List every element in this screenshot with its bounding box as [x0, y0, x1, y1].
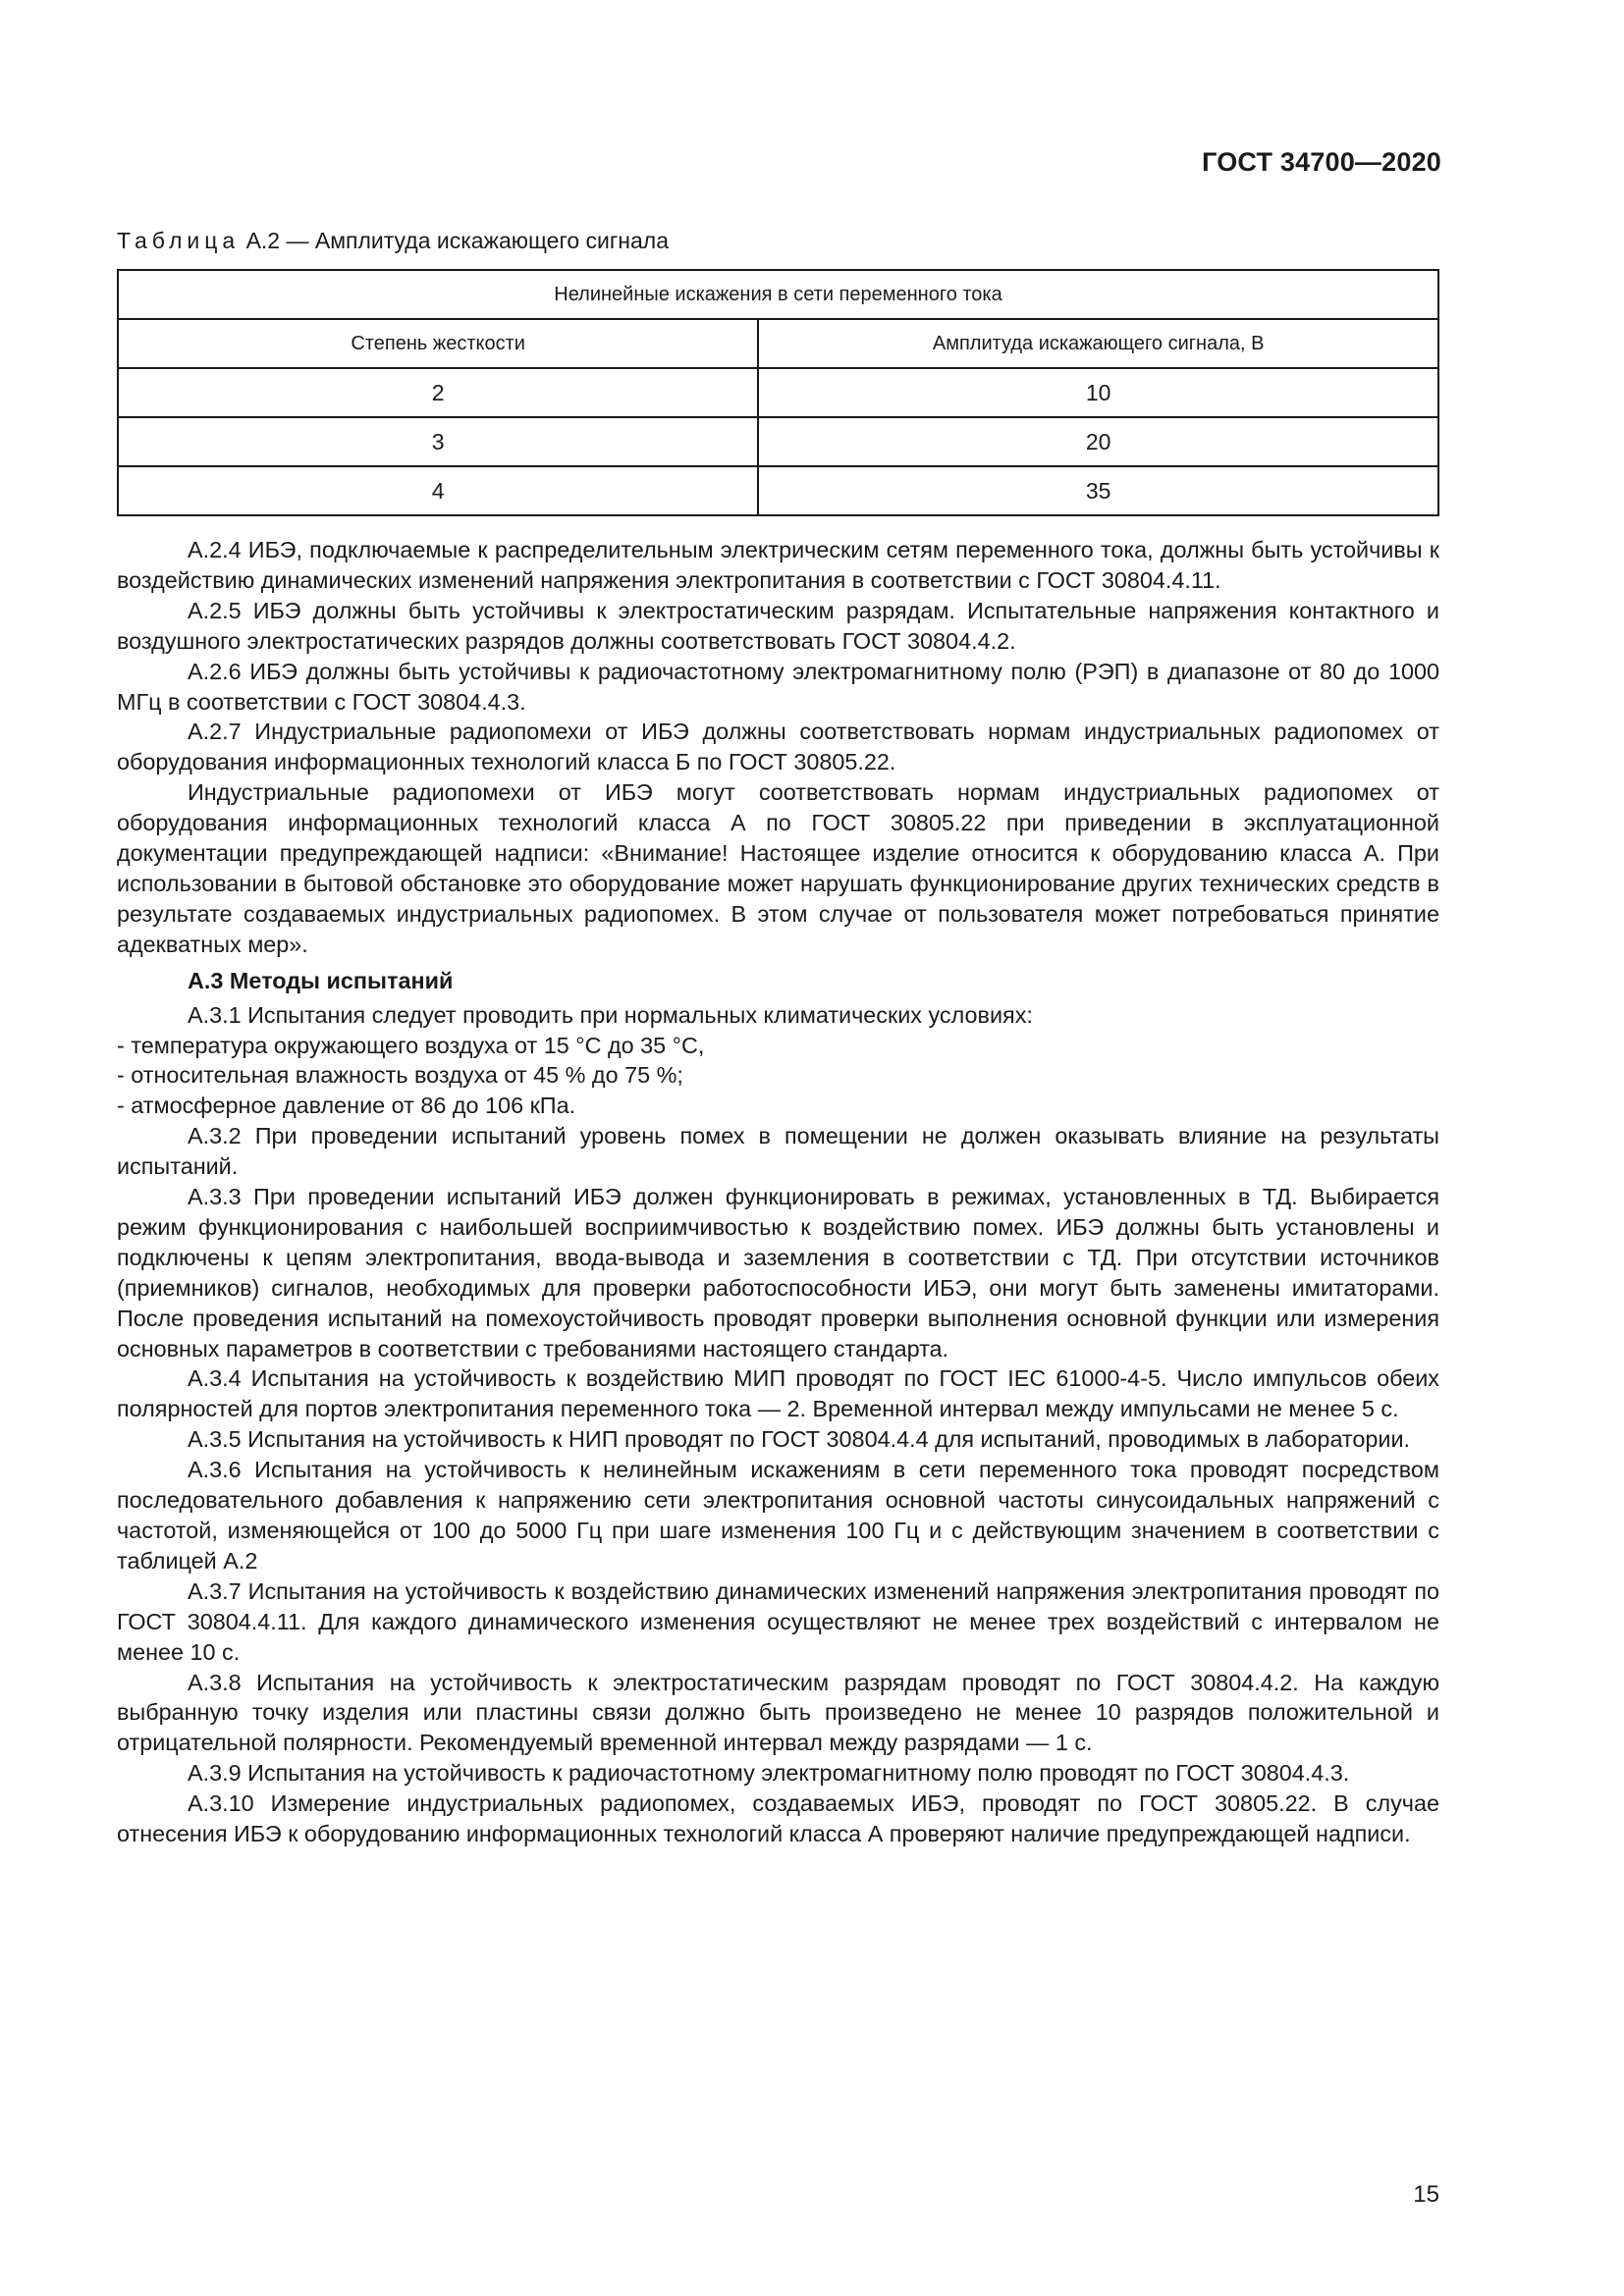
paragraph-a3-3: А.3.3 При проведении испытаний ИБЭ должен функционировать в режимах, установленных в ТД. Выбирается режим функционирования с наибольшей восприимчивостью к воздействию помех. ИБЭ должны быть установлены и подключены к цепям электропитания, ввода-вывода и заземления в соответствии с ТД. При отсутствии источников (приемников) сигналов, необходимых для проверки работоспособности ИБЭ, они могут быть заменены имитаторами. После проведения испытаний на помехоустойчивость проводят проверки выполнения основной функции или измерения основных параметров в соответствии с требованиями настоящего стандарта. — [117, 1184, 1439, 1362]
table-cell-amplitude: 10 — [758, 368, 1438, 417]
table-column-header-severity: Степень жесткости — [118, 319, 758, 368]
document-code: ГОСТ 34700—2020 — [1202, 147, 1441, 177]
paragraph-a3-8: А.3.8 Испытания на устойчивость к электростатическим разрядам проводят по ГОСТ 30804.4.2. На каждую выбранную точку изделия или пластины связи должно быть произведено не менее 10 разрядов положительной и отрицательной полярности. Рекомендуемый временной интервал между разрядами — 1 с. — [117, 1669, 1439, 1756]
paragraph-a2-6: А.2.6 ИБЭ должны быть устойчивы к радиочастотному электромагнитному полю (РЭП) в диапазоне от 80 до 1000 МГц в соответствии с ГОСТ 30804.4.3. — [117, 658, 1439, 715]
table-cell-amplitude: 35 — [758, 466, 1438, 515]
table-caption — [117, 228, 669, 254]
paragraph-a2-4: А.2.4 ИБЭ, подключаемые к распределительным электрическим сетям переменного тока, должны быть устойчивы к воздействию динамических изменений напряжения электропитания в соответствии с ГОСТ 30804.4.11. — [117, 537, 1439, 593]
document-body — [117, 535, 1439, 1849]
paragraph-a2-7-warning: Индустриальные радиопомехи от ИБЭ могут соответствовать нормам индустриальных радиопомех от оборудования информационных технологий класса А по ГОСТ 30805.22 при приведении в эксплуатационной документации предупреждающей надписи: «Внимание! Настоящее изделие относится к оборудованию класса А. При использовании в бытовой обстановке это оборудование может нарушать функционирование других технических средств в результате создаваемых индустриальных радиопомех. В этом случае от пользователя может потребоваться принятие адекватных мер». — [117, 779, 1439, 957]
paragraph-a3-4: А.3.4 Испытания на устойчивость к воздействию МИП проводят по ГОСТ IEC 61000-4-5. Число импульсов обеих полярностей для портов электропитания переменного тока — 2. Временной интервал между импульсами не менее 5 с. — [117, 1365, 1439, 1422]
paragraph-a3-7: А.3.7 Испытания на устойчивость к воздействию динамических изменений напряжения электропитания проводят по ГОСТ 30804.4.11. Для каждого динамического изменения осуществляют не менее трех воздействий с интервалом не менее 10 с. — [117, 1577, 1439, 1665]
table-column-header-amplitude: Амплитуда искажающего сигнала, В — [758, 319, 1438, 368]
table-group-header-row — [118, 270, 1438, 319]
paragraph-a3-9: А.3.9 Испытания на устойчивость к радиочастотному электромагнитному полю проводят по ГОСТ 30804.4.3. — [188, 1760, 1350, 1787]
paragraph-a2-5: А.2.5 ИБЭ должны быть устойчивы к электростатическим разрядам. Испытательные напряжения контактного и воздушного электростатических разрядов должны соответствовать ГОСТ 30804.4.2. — [117, 597, 1439, 654]
table-row — [118, 417, 1438, 466]
paragraph-a3-2: А.3.2 При проведении испытаний уровень помех в помещении не должен оказывать влияние на результаты испытаний. — [117, 1123, 1439, 1180]
table-caption-word: Таблица — [117, 228, 241, 253]
amplitude-table — [117, 269, 1439, 516]
table-cell-severity: 2 — [118, 368, 758, 417]
paragraph-a3-5: А.3.5 Испытания на устойчивость к НИП проводят по ГОСТ 30804.4.4 для испытаний, проводимых в лаборатории. — [188, 1426, 1411, 1453]
list-item: - температура окружающего воздуха от 15 °С до 35 °С, — [117, 1032, 705, 1058]
paragraph-a3-6: А.3.6 Испытания на устойчивость к нелинейным искажениям в сети переменного тока проводят посредством последовательного добавления к напряжению сети электропитания основной частоты синусоидальных напряжений с частотой, изменяющейся от 100 до 5000 Гц при шаге изменения 100 Гц и с действующим значением в соответствии с таблицей А.2 — [117, 1457, 1439, 1574]
table-caption-title: А.2 — Амплитуда искажающего сигнала — [245, 228, 669, 253]
table-cell-severity: 3 — [118, 417, 758, 466]
page-number: 15 — [1413, 2181, 1439, 2208]
paragraph-a2-7: А.2.7 Индустриальные радиопомехи от ИБЭ должны соответствовать нормам индустриальных радиопомех от оборудования информационных технологий класса Б по ГОСТ 30805.22. — [117, 719, 1439, 775]
table-row — [118, 466, 1438, 515]
list-item: - относительная влажность воздуха от 45 % до 75 %; — [117, 1062, 683, 1089]
table-cell-amplitude: 20 — [758, 417, 1438, 466]
table-group-header: Нелинейные искажения в сети переменного тока — [118, 270, 1438, 319]
paragraph-a3-10: А.3.10 Измерение индустриальных радиопомех, создаваемых ИБЭ, проводят по ГОСТ 30805.22. В случае отнесения ИБЭ к оборудованию информационных технологий класса А проверяют наличие предупреждающей надписи. — [117, 1790, 1439, 1847]
table-cell-severity: 4 — [118, 466, 758, 515]
paragraph-a3-1: А.3.1 Испытания следует проводить при нормальных климатических условиях: — [188, 1001, 1033, 1028]
section-title-a3: А.3 Методы испытаний — [188, 967, 454, 993]
table-row — [118, 368, 1438, 417]
table-column-header-row — [118, 319, 1438, 368]
list-item: - атмосферное давление от 86 до 106 кПа. — [117, 1093, 576, 1119]
